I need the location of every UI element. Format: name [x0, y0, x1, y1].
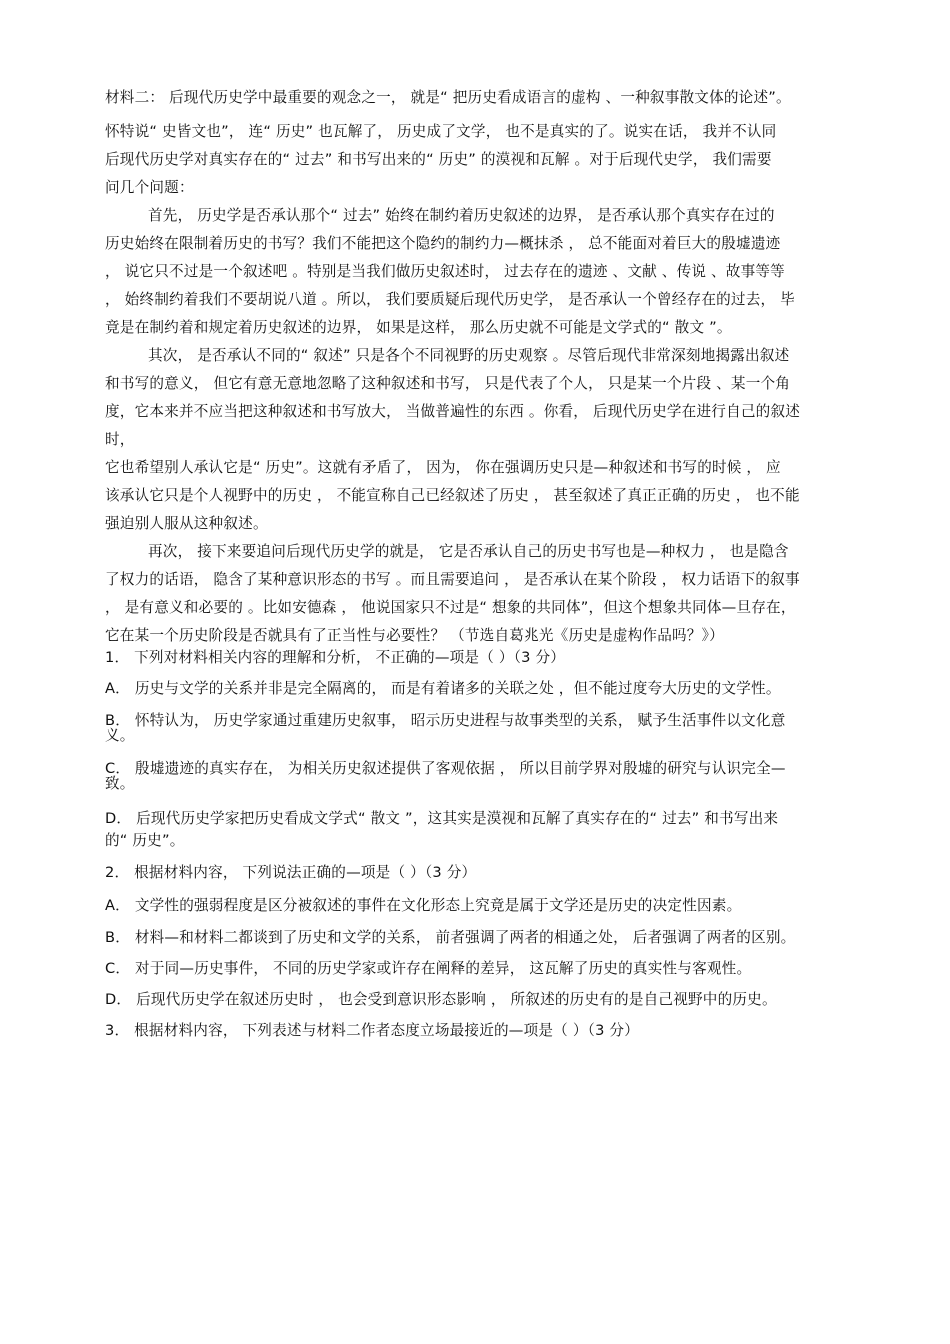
passage-line: 后现代历史学对真实存在的“ 过去” 和书写出来的“ 历史” 的漠视和瓦解 。对于后现代史学， 我们需要 — [105, 151, 772, 168]
passage-line: 强迫别人服从这种叙述。 — [105, 515, 268, 532]
question-1-option-d: D． 后现代历史学家把历史看成文学式“ 散文 ”，这其实是漠视和瓦解了真实存在的“ 过去” 和书写出来 — [105, 810, 779, 827]
passage-line: 时， — [105, 431, 135, 448]
question-1-option-d-cont: 的“ 历史”。 — [105, 832, 185, 849]
question-2-option-a: A． 文学性的强弱程度是区分被叙述的事件在文化形态上究竟是属于文学还是历史的决定性因素。 — [105, 897, 742, 914]
passage-line: ， 是有意义和必要的 。比如安德森 ， 他说国家只不过是“ 想象的共同体”，但这个想象共同体—旦存在， — [105, 599, 796, 616]
passage-line: ， 始终制约着我们不要胡说八道 。所以， 我们要质疑后现代历史学， 是否承认一个曾经存在的过去， 毕 — [105, 291, 795, 308]
question-3-stem: 3． 根据材料内容， 下列表述与材料二作者态度立场最接近的—项是（ ）（3 分） — [105, 1022, 640, 1039]
question-2-stem: 2． 根据材料内容， 下列说法正确的—项是（ ）（3 分） — [105, 864, 477, 881]
passage-line: 竟是在制约着和规定着历史叙述的边界， 如果是这样， 那么历史就不可能是文学式的“ 散文 ”。 — [105, 319, 732, 336]
question-1-option-c: C． 殷墟遗迹的真实存在， 为相关历史叙述提供了客观依据 ， 所以目前学界对殷墟的研究与认识完全— — [105, 760, 786, 777]
question-2-option-b: B． 材料—和材料二都谈到了历史和文学的关系， 前者强调了两者的相通之处， 后者强调了两者的区别。 — [105, 929, 796, 946]
passage-source-line: 它在某一个历史阶段是否就具有了正当性与必要性？ （节选自葛兆光《历史是虚构作品吗？》） — [105, 627, 724, 644]
material-two-intro: 材料二： 后现代历史学中最重要的观念之一， 就是“ 把历史看成语言的虚构 、一种叙事散文体的论述”。 — [105, 89, 791, 106]
passage-line: 和书写的意义， 但它有意无意地忽略了这种叙述和书写， 只是代表了个人， 只是某一个片段 、某一个角 — [105, 375, 791, 392]
passage-line: 该承认它只是个人视野中的历史 ， 不能宣称自己已经叙述了历史 ， 甚至叙述了真正正确的历史 ， 也不能 — [105, 487, 800, 504]
question-1-option-c-cont: 致。 — [105, 775, 135, 792]
question-1-option-b-cont: 义。 — [105, 727, 135, 744]
passage-line: 怀特说“ 史皆文也”， 连“ 历史” 也瓦解了， 历史成了文学， 也不是真实的了。说实在话， 我并不认同 — [105, 123, 777, 140]
question-1-stem: 1． 下列对材料相关内容的理解和分析， 不正确的—项是（ ）（3 分） — [105, 649, 566, 666]
question-2-option-d: D． 后现代历史学在叙述历史时 ， 也会受到意识形态影响 ， 所叙述的历史有的是自己视野中的历史。 — [105, 991, 777, 1008]
paragraph-third: 再次， 接下来要追问后现代历史学的就是， 它是否承认自己的历史书写也是—种权力 ， 也是隐含 — [148, 543, 789, 560]
question-1-option-a: A． 历史与文学的关系并非是完全隔离的， 而是有着诸多的关联之处 ，但不能过度夸大历史的文学性。 — [105, 680, 781, 697]
passage-line: 度，它本来并不应当把这种叙述和书写放大， 当做普遍性的东西 。你看， 后现代历史学在进行自己的叙述 — [105, 403, 801, 420]
passage-line: 问几个问题： — [105, 179, 194, 196]
passage-line: 历史始终在限制着历史的书写？我们不能把这个隐约的制约力—概抹杀 ， 总不能面对着巨大的殷墟遗迹 — [105, 235, 781, 252]
passage-line: 它也希望别人承认它是“ 历史”。这就有矛盾了， 因为， 你在强调历史只是—种叙述和书写的时候 ， 应 — [105, 459, 781, 476]
paragraph-second: 其次， 是否承认不同的“ 叙述” 只是各个不同视野的历史观察 。尽管后现代非常深刻地揭露出叙述 — [148, 347, 790, 364]
paragraph-first: 首先， 历史学是否承认那个“ 过去” 始终在制约着历史叙述的边界， 是否承认那个真实存在过的 — [148, 207, 775, 224]
question-2-option-c: C． 对于同—历史事件， 不同的历史学家或许存在阐释的差异， 这瓦解了历史的真实性与客观性。 — [105, 960, 752, 977]
passage-line: 了权力的话语， 隐含了某种意识形态的书写 。而且需要追问 ， 是否承认在某个阶段 ， 权力话语下的叙事 — [105, 571, 800, 588]
question-1-option-b: B． 怀特认为， 历史学家通过重建历史叙事， 昭示历史进程与故事类型的关系， 赋予生活事件以文化意 — [105, 712, 786, 729]
passage-line: ， 说它只不过是一个叙述吧 。特别是当我们做历史叙述时， 过去存在的遗迹 、文献 、传说 、故事等等 — [105, 263, 785, 280]
